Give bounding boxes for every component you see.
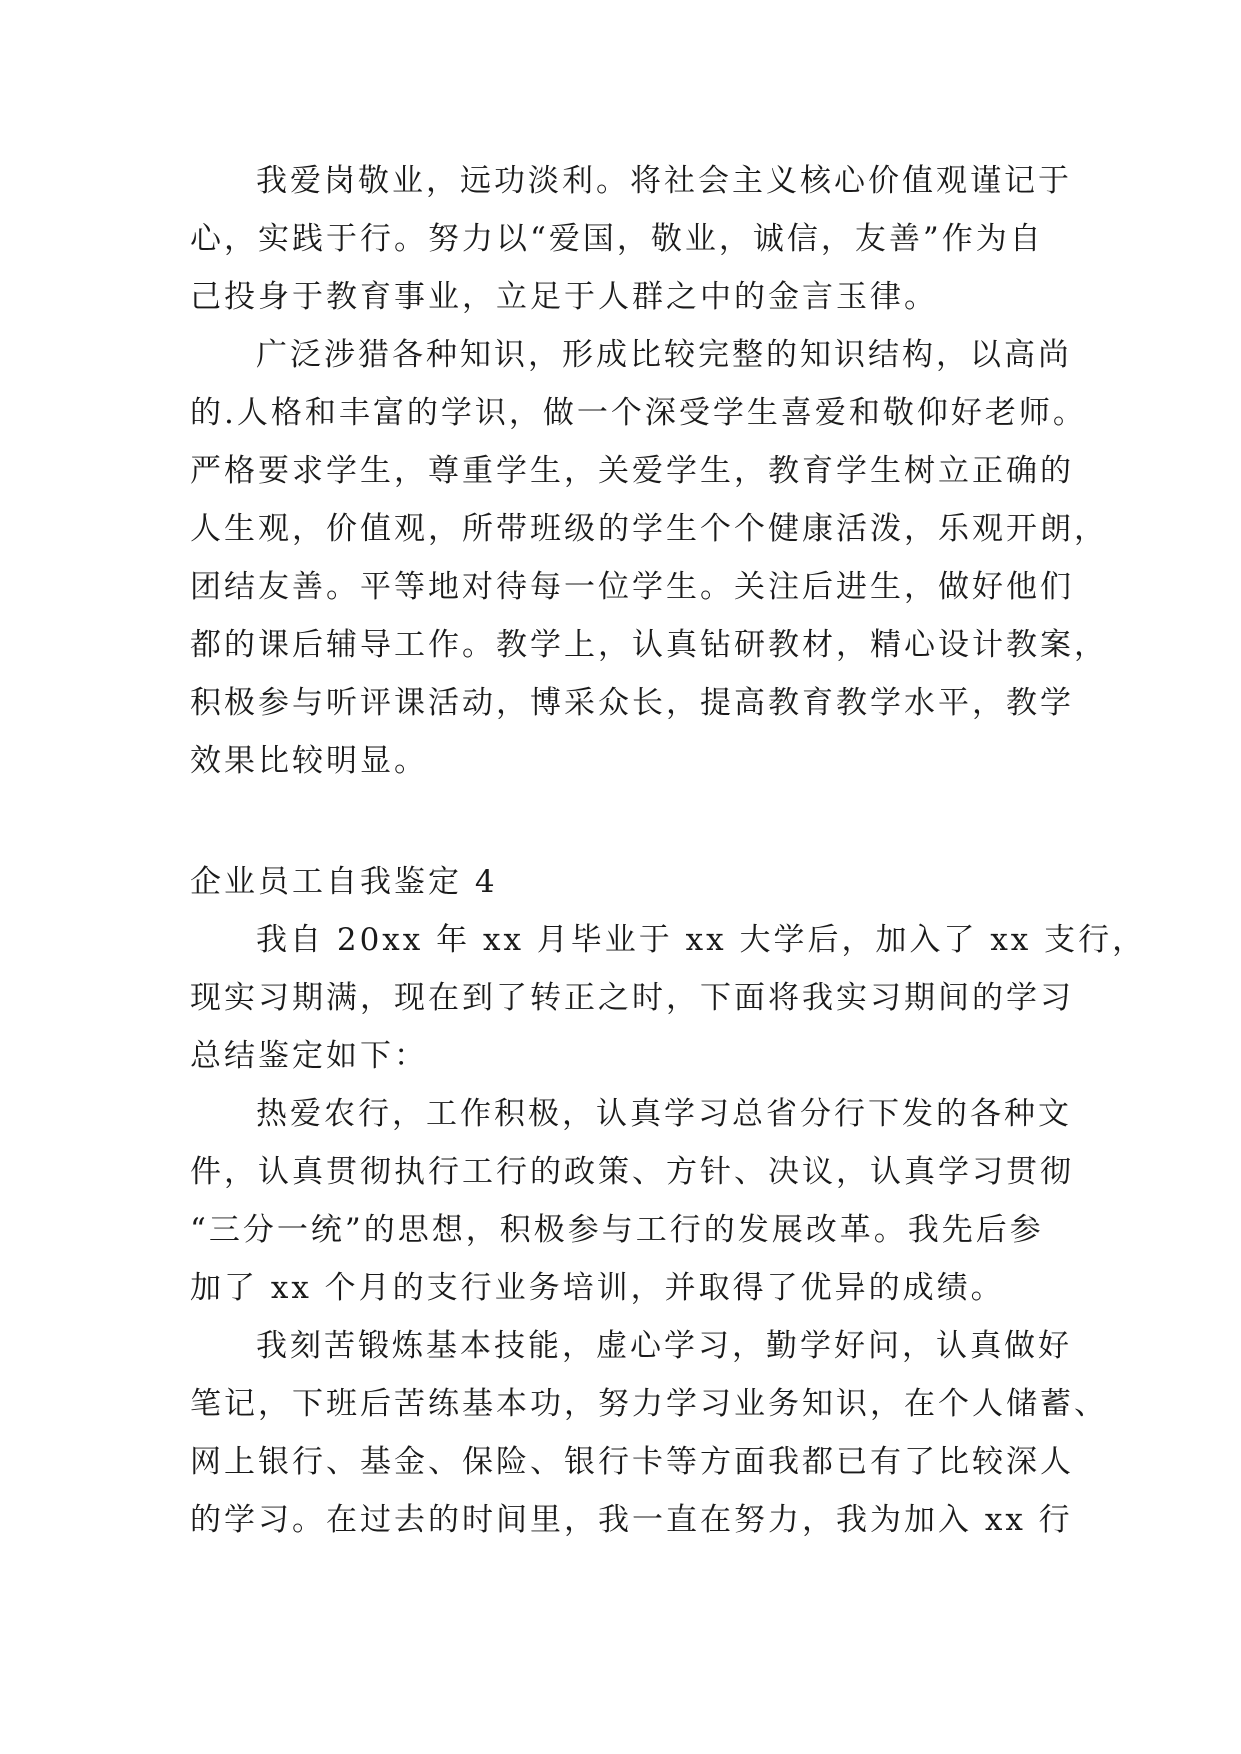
text-line: 件，认真贯彻执行工行的政策、方针、决议，认真学习贯彻 <box>190 1154 1074 1190</box>
text-line: 我刻苦锻炼基本技能，虚心学习，勤学好问，认真做好 <box>256 1328 1072 1364</box>
text-line: 效果比较明显。 <box>190 743 428 779</box>
text-line: 我自 20xx 年 xx 月毕业于 xx 大学后，加入了 xx 支行， <box>256 922 1147 958</box>
text-line: 我爱岗敬业，远功淡利。将社会主义核心价值观谨记于 <box>256 163 1072 199</box>
paragraph <box>190 1317 1108 1549</box>
text-line: 都的课后辅导工作。教学上，认真钻研教材，精心设计教案， <box>190 627 1108 663</box>
text-line: 严格要求学生，尊重学生，关爱学生，教育学生树立正确的 <box>190 453 1074 489</box>
paragraph <box>190 911 1147 1085</box>
text-line: “三分一统”的思想，积极参与工行的发展改革。我先后参 <box>190 1212 1044 1248</box>
text-line: 己投身于教育事业，立足于人群之中的金言玉律。 <box>190 279 938 315</box>
text-line: 积极参与听评课活动，博采众长，提高教育教学水平，教学 <box>190 685 1074 721</box>
text-line: 心，实践于行。努力以“爱国，敬业，诚信，友善”作为自 <box>190 221 1044 257</box>
text-line: 加了 xx 个月的支行业务培训，并取得了优异的成绩。 <box>190 1270 1005 1306</box>
document-page <box>190 152 1147 1549</box>
text-line: 笔记，下班后苦练基本功，努力学习业务知识，在个人储蓄、 <box>190 1386 1108 1422</box>
text-line: 的.人格和丰富的学识，做一个深受学生喜爱和敬仰好老师。 <box>190 395 1087 431</box>
text-line: 的学习。在过去的时间里，我一直在努力，我为加入 xx 行 <box>190 1502 1073 1538</box>
text-line: 热爱农行，工作积极，认真学习总省分行下发的各种文 <box>256 1096 1072 1132</box>
text-line: 人生观，价值观，所带班级的学生个个健康活泼，乐观开朗， <box>190 511 1108 547</box>
text-line: 总结鉴定如下： <box>190 1038 428 1074</box>
paragraph <box>190 326 1108 790</box>
section-heading: 企业员工自我鉴定 4 <box>190 864 498 900</box>
paragraph <box>190 1085 1074 1317</box>
text-line: 团结友善。平等地对待每一位学生。关注后进生，做好他们 <box>190 569 1074 605</box>
text-line: 广泛涉猎各种知识，形成比较完整的知识结构，以高尚 <box>256 337 1072 373</box>
paragraph <box>190 152 1072 326</box>
text-line: 现实习期满，现在到了转正之时，下面将我实习期间的学习 <box>190 980 1074 1016</box>
text-line: 网上银行、基金、保险、银行卡等方面我都已有了比较深人 <box>190 1444 1074 1480</box>
